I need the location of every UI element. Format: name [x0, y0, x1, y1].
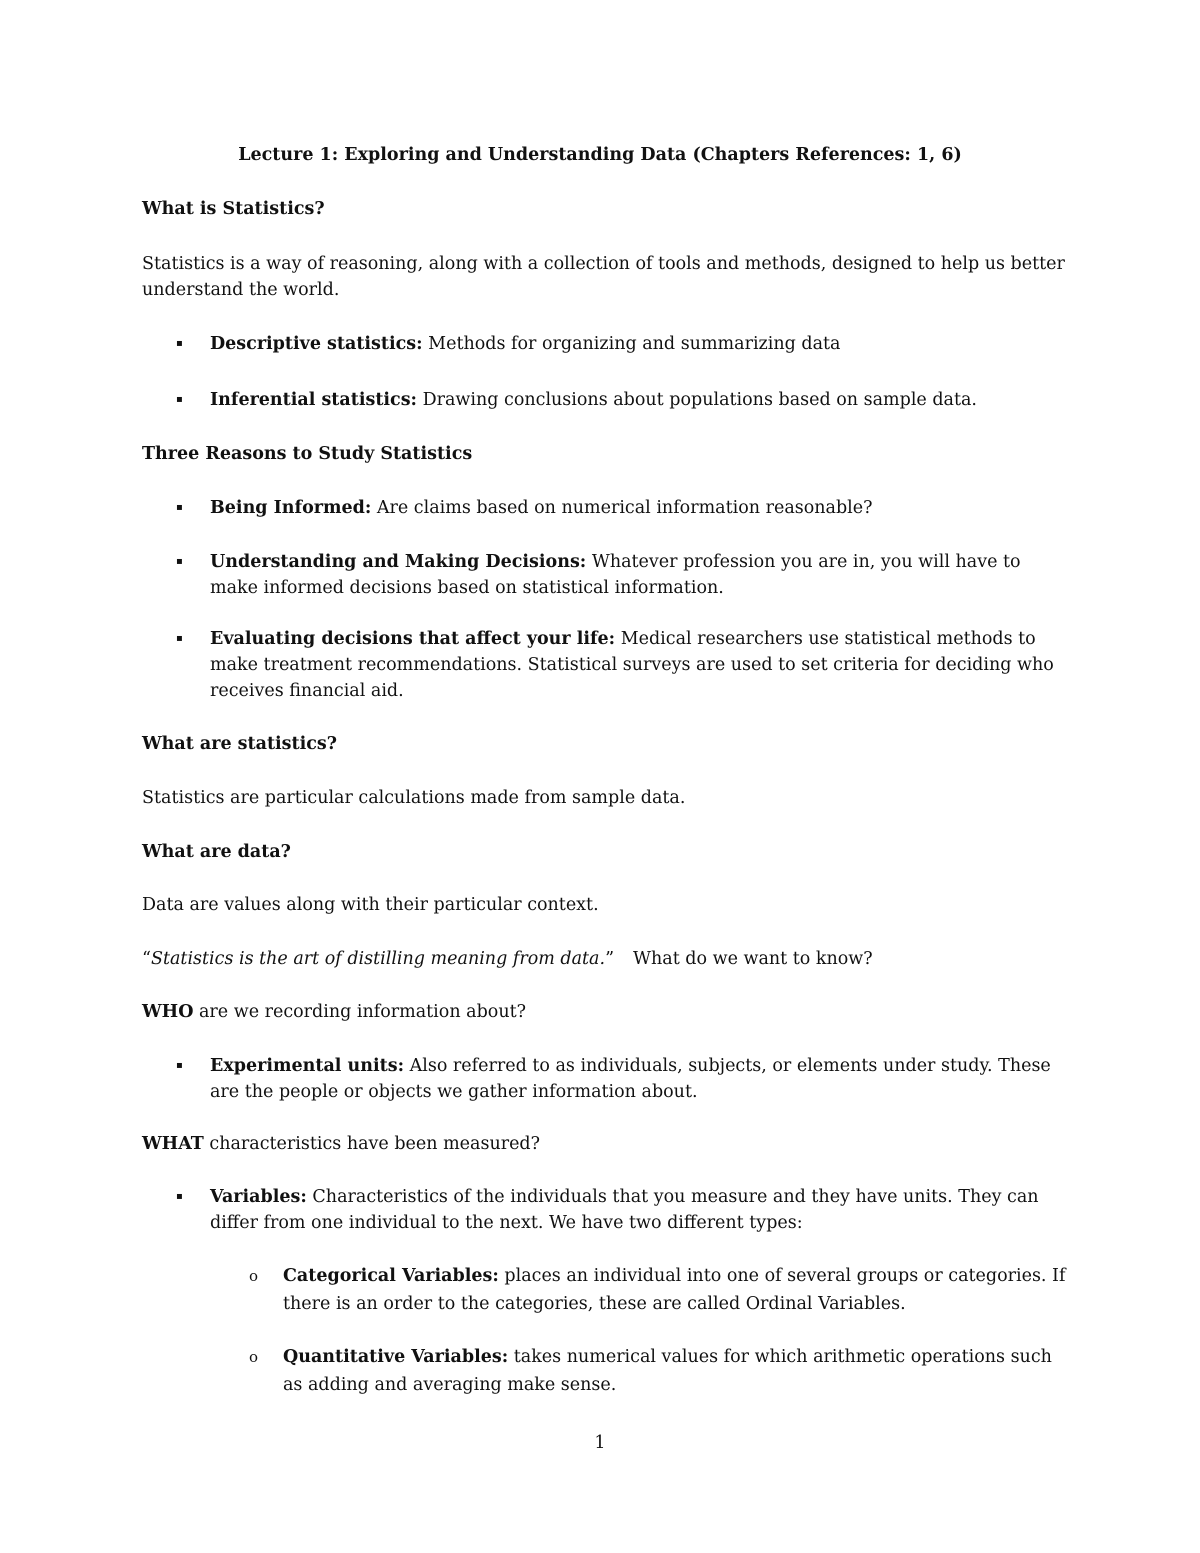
sub-bullet-term: Quantitative Variables: [283, 1347, 509, 1367]
heading-what-is-statistics: What is Statistics? [142, 199, 325, 219]
sub-bullet-marker: o [249, 1267, 259, 1285]
bullet-term: Variables: [210, 1187, 307, 1207]
what-keyword: WHAT [142, 1134, 204, 1154]
bullet-term: Being Informed: [210, 498, 372, 518]
close-quote: ” [605, 949, 615, 969]
data-definition: Data are values along with their particular context. [142, 895, 599, 915]
bullet-marker: ▪ [176, 556, 183, 567]
want-to-know-question: What do we want to know? [633, 949, 873, 969]
bullet-term: Inferential statistics: [210, 390, 418, 410]
who-question [142, 999, 1072, 1025]
bullet-term: Experimental units: [210, 1056, 405, 1076]
who-keyword: WHO [142, 1002, 194, 1022]
what-question [142, 1131, 1072, 1157]
heading-what-are-statistics: What are statistics? [142, 734, 338, 754]
bullet-text: Also referred to as individuals, subjects, or elements under study. These are the people or objects we gather information about. [210, 1056, 1051, 1102]
bullet-text: Characteristics of the individuals that you measure and they have units. They can differ from one individual to the next. We have two different types: [210, 1187, 1039, 1233]
statistics-calculations-text: Statistics are particular calculations made from sample data. [142, 788, 686, 808]
bullet-term: Understanding and Making Decisions: [210, 552, 587, 572]
heading-three-reasons: Three Reasons to Study Statistics [142, 444, 473, 464]
bullet-term: Descriptive statistics: [210, 334, 423, 354]
heading-what-are-data: What are data? [142, 842, 291, 862]
bullet-marker: ▪ [176, 1191, 183, 1202]
what-rest: characteristics have been measured? [203, 1134, 541, 1154]
page-title: Lecture 1: Exploring and Understanding Data (Chapters References: 1, 6) [238, 145, 962, 165]
bullet-text: Are claims based on numerical information reasonable? [371, 498, 873, 518]
bullet-marker: ▪ [176, 394, 183, 405]
sub-bullet-marker: o [249, 1348, 259, 1366]
bullet-marker: ▪ [176, 633, 183, 644]
open-quote: “ [142, 949, 151, 969]
bullet-text: Whatever profession you are in, you will have to make informed decisions based on statistical information. [210, 552, 1021, 598]
bullet-term: Evaluating decisions that affect your life: [210, 629, 616, 649]
bullet-marker: ▪ [176, 338, 183, 349]
who-rest: are we recording information about? [193, 1002, 527, 1022]
statistics-definition: Statistics is a way of reasoning, along with a collection of tools and methods, designed to help us better understand the world. [142, 254, 1065, 300]
sub-bullet-text: takes numerical values for which arithmetic operations such as adding and averaging make sense. [283, 1347, 1052, 1395]
sub-bullet-text: places an individual into one of several groups or categories. If there is an order to the categories, these are called Ordinal Variables. [283, 1266, 1066, 1314]
page-number: 1 [594, 1433, 606, 1453]
statistics-quote: Statistics is the art of distilling meaning from data. [150, 949, 606, 969]
sub-bullet-term: Categorical Variables: [283, 1266, 499, 1286]
bullet-text: Medical researchers use statistical methods to make treatment recommendations. Statistical surveys are used to set criteria for deciding who receives financial aid. [210, 629, 1054, 701]
bullet-marker: ▪ [176, 1060, 183, 1071]
bullet-marker: ▪ [176, 502, 183, 513]
bullet-text: Methods for organizing and summarizing data [422, 334, 841, 354]
bullet-text: Drawing conclusions about populations based on sample data. [417, 390, 977, 410]
